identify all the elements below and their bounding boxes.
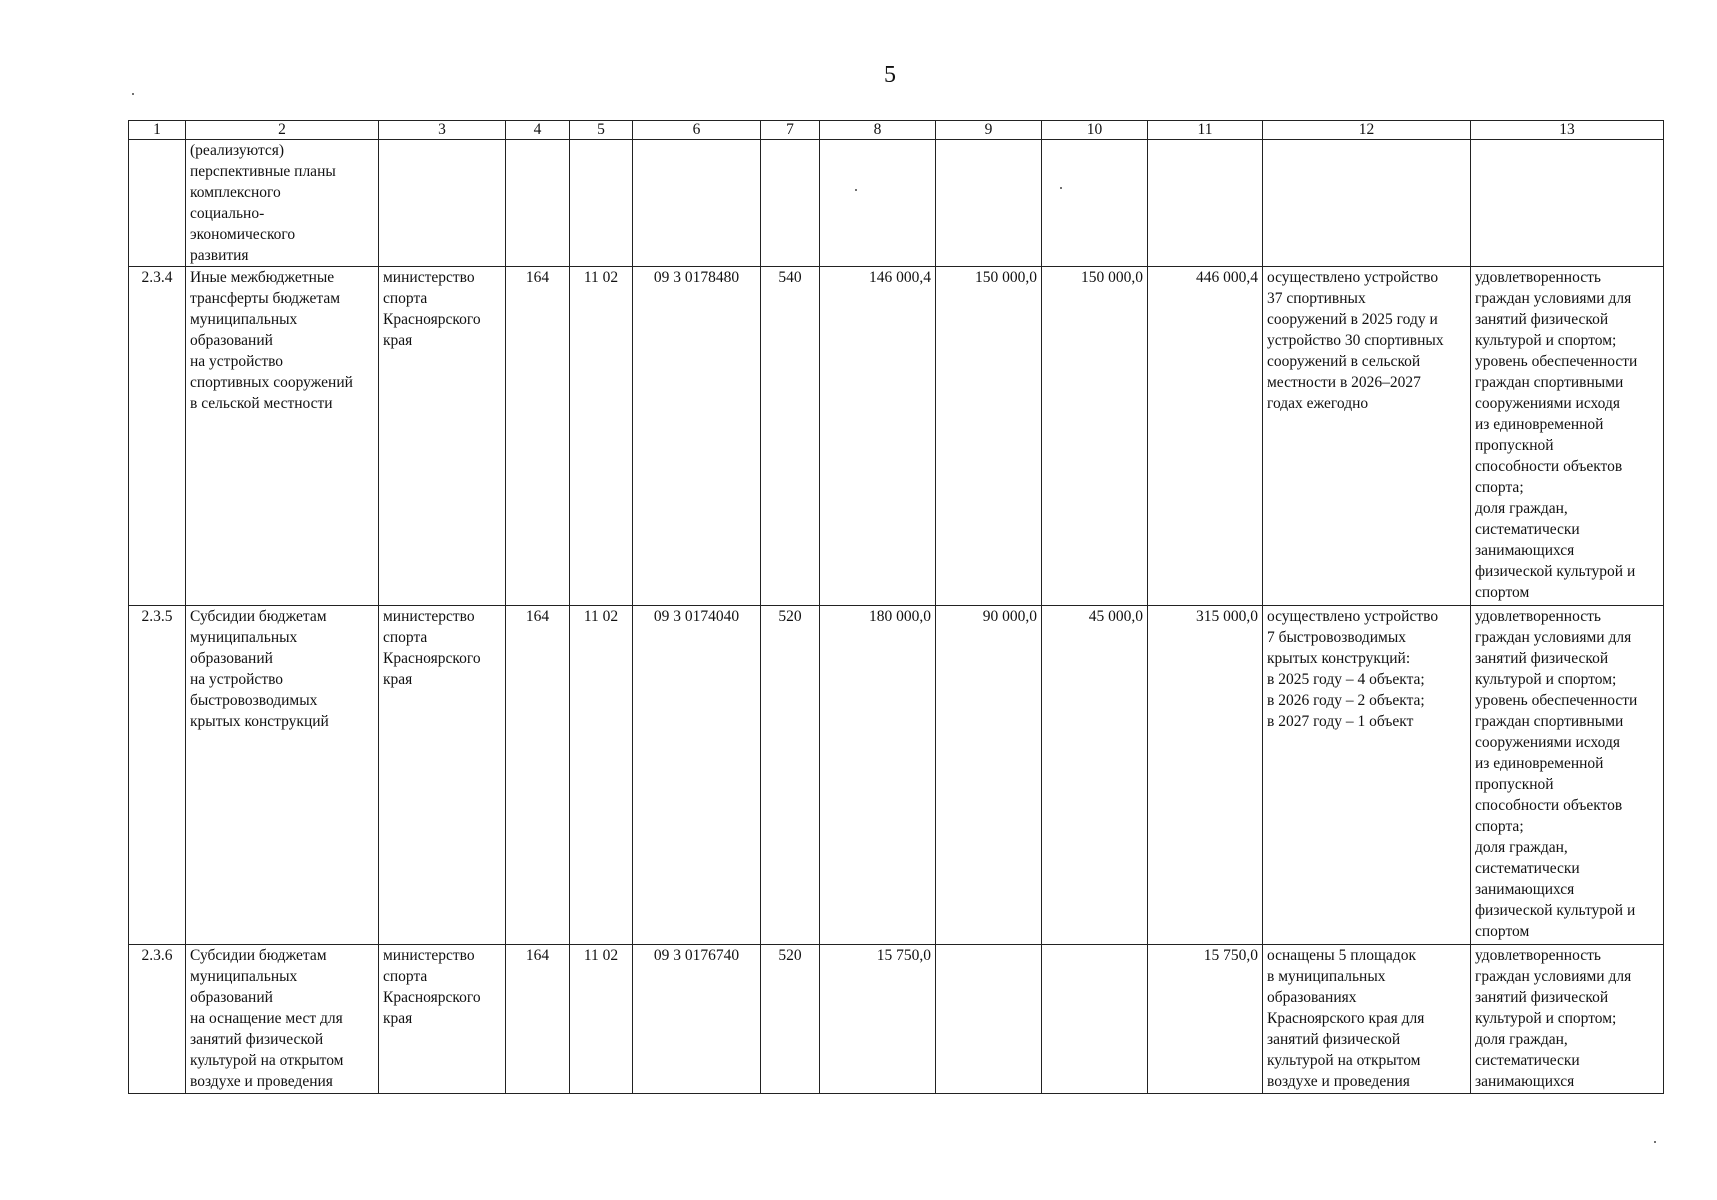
amount-2026: 150 000,0 — [936, 267, 1042, 606]
header-cell: 5 — [570, 121, 633, 140]
scan-speck — [855, 189, 857, 191]
table-header-row — [129, 121, 1664, 140]
target-article: 09 3 0174040 — [633, 606, 761, 945]
amount-total: 446 000,4 — [1148, 267, 1263, 606]
header-cell: 10 — [1042, 121, 1148, 140]
expense-type: 520 — [761, 945, 820, 1094]
executor: министерство спорта Красноярского края — [379, 945, 506, 1094]
header-cell: 7 — [761, 121, 820, 140]
section-code: 11 02 — [570, 606, 633, 945]
table-row — [129, 267, 1664, 606]
table-row — [129, 140, 1664, 267]
amount-2025 — [820, 140, 936, 267]
header-cell: 1 — [129, 121, 186, 140]
header-cell: 4 — [506, 121, 570, 140]
header-cell: 8 — [820, 121, 936, 140]
scan-speck — [132, 93, 134, 95]
expense-type — [761, 140, 820, 267]
grbs-code: 164 — [506, 267, 570, 606]
grbs-code: 164 — [506, 945, 570, 1094]
expense-type: 540 — [761, 267, 820, 606]
amount-2027 — [1042, 140, 1148, 267]
target-article — [633, 140, 761, 267]
amount-2026: 90 000,0 — [936, 606, 1042, 945]
section-code — [570, 140, 633, 267]
amount-total — [1148, 140, 1263, 267]
amount-total: 315 000,0 — [1148, 606, 1263, 945]
row-number: 2.3.6 — [129, 945, 186, 1094]
header-cell: 9 — [936, 121, 1042, 140]
header-cell: 2 — [186, 121, 379, 140]
indicator — [1471, 140, 1664, 267]
table-row — [129, 945, 1664, 1094]
scan-speck — [1654, 1141, 1656, 1143]
page-number: 5 — [884, 62, 896, 88]
expense-type: 520 — [761, 606, 820, 945]
amount-2026 — [936, 140, 1042, 267]
row-number: 2.3.5 — [129, 606, 186, 945]
measure-name: (реализуются) перспективные планы комплексного социально- экономического развития — [186, 140, 379, 267]
amount-2027: 45 000,0 — [1042, 606, 1148, 945]
expected-result: осуществлено устройство 7 быстровозводимых крытых конструкций: в 2025 году – 4 объекта; в 2026 году – 2 объекта; в 2027 году – 1 объект — [1263, 606, 1471, 945]
amount-2027 — [1042, 945, 1148, 1094]
expected-result: осуществлено устройство 37 спортивных сооружений в 2025 году и устройство 30 спортивных сооружений в сельской местности в 2026–2027 годах ежегодно — [1263, 267, 1471, 606]
budget-table — [128, 120, 1664, 1094]
header-cell: 11 — [1148, 121, 1263, 140]
amount-total: 15 750,0 — [1148, 945, 1263, 1094]
executor: министерство спорта Красноярского края — [379, 606, 506, 945]
executor: министерство спорта Красноярского края — [379, 267, 506, 606]
amount-2025: 180 000,0 — [820, 606, 936, 945]
amount-2027: 150 000,0 — [1042, 267, 1148, 606]
section-code: 11 02 — [570, 267, 633, 606]
header-cell: 3 — [379, 121, 506, 140]
indicator: удовлетворенность граждан условиями для занятий физической культурой и спортом; доля граждан, систематически занимающихся — [1471, 945, 1664, 1094]
expected-result: оснащены 5 площадок в муниципальных образованиях Красноярского края для занятий физической культурой на открытом воздухе и проведения — [1263, 945, 1471, 1094]
target-article: 09 3 0178480 — [633, 267, 761, 606]
header-cell: 6 — [633, 121, 761, 140]
header-cell: 13 — [1471, 121, 1664, 140]
measure-name: Иные межбюджетные трансферты бюджетам муниципальных образований на устройство спортивных сооружений в сельской местности — [186, 267, 379, 606]
expected-result — [1263, 140, 1471, 267]
row-number: 2.3.4 — [129, 267, 186, 606]
grbs-code — [506, 140, 570, 267]
scan-speck — [1060, 187, 1062, 189]
indicator: удовлетворенность граждан условиями для занятий физической культурой и спортом; уровень обеспеченности граждан спортивными сооружениями исходя из единовременной пропускной способности объектов спорта; доля граждан, систематически занимающихся физической культурой и спортом — [1471, 267, 1664, 606]
amount-2025: 146 000,4 — [820, 267, 936, 606]
section-code: 11 02 — [570, 945, 633, 1094]
target-article: 09 3 0176740 — [633, 945, 761, 1094]
row-number — [129, 140, 186, 267]
measure-name: Субсидии бюджетам муниципальных образований на оснащение мест для занятий физической культурой на открытом воздухе и проведения — [186, 945, 379, 1094]
amount-2026 — [936, 945, 1042, 1094]
measure-name: Субсидии бюджетам муниципальных образований на устройство быстровозводимых крытых конструкций — [186, 606, 379, 945]
executor — [379, 140, 506, 267]
header-cell: 12 — [1263, 121, 1471, 140]
indicator: удовлетворенность граждан условиями для занятий физической культурой и спортом; уровень обеспеченности граждан спортивными сооружениями исходя из единовременной пропускной способности объектов спорта; доля граждан, систематически занимающихся физической культурой и спортом — [1471, 606, 1664, 945]
grbs-code: 164 — [506, 606, 570, 945]
table-row — [129, 606, 1664, 945]
amount-2025: 15 750,0 — [820, 945, 936, 1094]
